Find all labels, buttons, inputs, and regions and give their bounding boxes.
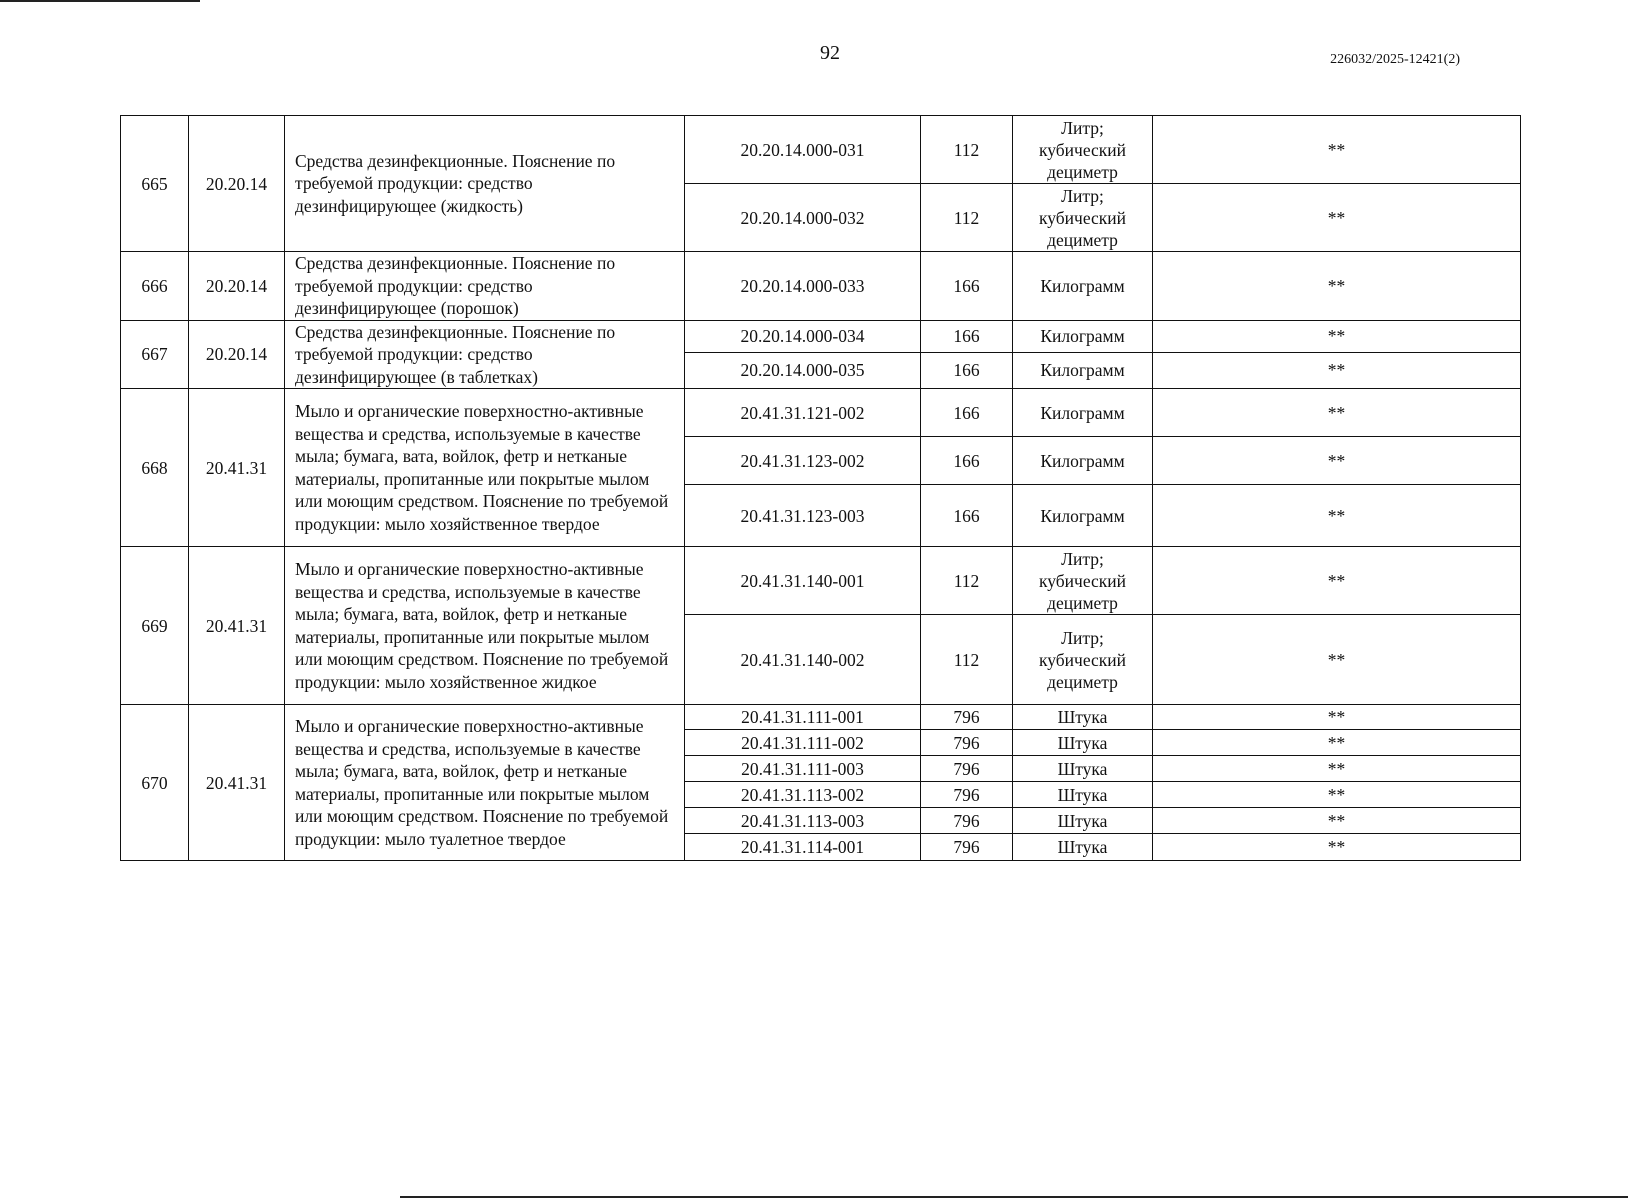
ktru-code: 20.41.31.140-001 [685, 547, 921, 615]
table-row [121, 116, 1521, 184]
unit-line: дециметр [1047, 592, 1118, 613]
row-number: 668 [121, 389, 189, 547]
okei-code: 112 [921, 547, 1013, 615]
okei-code: 166 [921, 352, 1013, 388]
value-cell: ** [1153, 730, 1521, 756]
okei-code: 166 [921, 320, 1013, 352]
ktru-code: 20.20.14.000-031 [685, 116, 921, 184]
ktru-code: 20.20.14.000-033 [685, 252, 921, 321]
unit-line: Килограмм [1040, 326, 1125, 347]
document-id: 226032/2025-12421(2) [1330, 52, 1460, 67]
unit-line: Килограмм [1040, 402, 1125, 423]
unit-line: дециметр [1047, 229, 1118, 250]
product-description: Мыло и органические поверхностно-активные вещества и средства, используемые в качестве мыла; бумага, вата, войлок, фетр и нетканые материалы, пропитанные или покрытые мылом или моющим средством. Пояснение по требуемой продукции: мыло туалетное твердое [285, 705, 685, 861]
ktru-code: 20.41.31.113-003 [685, 808, 921, 834]
unit-line: Штука [1057, 707, 1108, 727]
okpd-code: 20.41.31 [189, 705, 285, 861]
unit-line: Штука [1057, 784, 1108, 805]
unit-name [1013, 615, 1153, 705]
unit-line: Килограмм [1040, 275, 1125, 296]
unit-name [1013, 834, 1153, 861]
unit-line: Литр; [1061, 548, 1104, 569]
value-cell: ** [1153, 485, 1521, 547]
value-cell: ** [1153, 705, 1521, 730]
unit-line: кубический [1038, 207, 1127, 228]
table-row [121, 252, 1521, 321]
unit-line: Литр; [1061, 185, 1104, 206]
unit-name [1013, 389, 1153, 437]
okpd-code: 20.20.14 [189, 252, 285, 321]
product-description: Мыло и органические поверхностно-активные вещества и средства, используемые в качестве мыла; бумага, вата, войлок, фетр и нетканые материалы, пропитанные или покрытые мылом или моющим средством. Пояснение по требуемой продукции: мыло хозяйственное твердое [285, 389, 685, 547]
unit-name [1013, 116, 1153, 184]
product-description: Средства дезинфекционные. Пояснение по требуемой продукции: средство дезинфицирующее (в таблетках) [285, 320, 685, 389]
ktru-code: 20.20.14.000-035 [685, 352, 921, 388]
value-cell: ** [1153, 834, 1521, 861]
okei-code: 166 [921, 437, 1013, 485]
unit-line: Килограмм [1040, 360, 1125, 381]
value-cell: ** [1153, 808, 1521, 834]
unit-name [1013, 756, 1153, 782]
ktru-code: 20.20.14.000-032 [685, 184, 921, 252]
table-row [121, 547, 1521, 615]
ktru-code: 20.41.31.111-002 [685, 730, 921, 756]
unit-line: кубический [1038, 570, 1127, 591]
table-row [121, 705, 1521, 730]
okei-code: 112 [921, 184, 1013, 252]
okpd-code: 20.20.14 [189, 116, 285, 252]
unit-line: дециметр [1047, 161, 1118, 182]
unit-line: кубический [1038, 649, 1127, 670]
table-row [121, 320, 1521, 352]
row-number: 667 [121, 320, 189, 389]
ktru-code: 20.41.31.121-002 [685, 389, 921, 437]
value-cell: ** [1153, 782, 1521, 808]
okei-code: 112 [921, 116, 1013, 184]
row-number: 669 [121, 547, 189, 705]
row-number: 666 [121, 252, 189, 321]
row-number: 665 [121, 116, 189, 252]
unit-name [1013, 437, 1153, 485]
unit-line: Штука [1057, 810, 1108, 831]
ktru-code: 20.41.31.111-003 [685, 756, 921, 782]
unit-line: дециметр [1047, 671, 1118, 692]
value-cell: ** [1153, 547, 1521, 615]
ktru-code: 20.41.31.123-002 [685, 437, 921, 485]
value-cell: ** [1153, 756, 1521, 782]
row-number: 670 [121, 705, 189, 861]
unit-line: Штука [1057, 758, 1108, 779]
unit-name [1013, 705, 1153, 730]
unit-name [1013, 730, 1153, 756]
value-cell: ** [1153, 116, 1521, 184]
product-table [120, 115, 1521, 861]
okei-code: 166 [921, 389, 1013, 437]
unit-line: Литр; [1061, 117, 1104, 138]
okpd-code: 20.41.31 [189, 547, 285, 705]
okei-code: 796 [921, 705, 1013, 730]
value-cell: ** [1153, 184, 1521, 252]
page-number: 92 [820, 42, 840, 64]
scan-edge-bottom [400, 1196, 1628, 1198]
value-cell: ** [1153, 615, 1521, 705]
okei-code: 796 [921, 834, 1013, 861]
product-description: Средства дезинфекционные. Пояснение по требуемой продукции: средство дезинфицирующее (порошок) [285, 252, 685, 321]
unit-line: Килограмм [1040, 505, 1125, 526]
value-cell: ** [1153, 437, 1521, 485]
table-row [121, 389, 1521, 437]
table-body [121, 116, 1521, 861]
ktru-code: 20.41.31.111-001 [685, 705, 921, 730]
okei-code: 796 [921, 730, 1013, 756]
unit-line: Литр; [1061, 627, 1104, 648]
okei-code: 796 [921, 782, 1013, 808]
scan-edge-top [0, 0, 200, 2]
ktru-code: 20.41.31.123-003 [685, 485, 921, 547]
unit-name [1013, 320, 1153, 352]
okei-code: 796 [921, 808, 1013, 834]
unit-line: Штука [1057, 732, 1108, 753]
unit-line: кубический [1038, 139, 1127, 160]
unit-name [1013, 485, 1153, 547]
okei-code: 796 [921, 756, 1013, 782]
unit-name [1013, 782, 1153, 808]
product-description: Средства дезинфекционные. Пояснение по требуемой продукции: средство дезинфицирующее (жидкость) [285, 116, 685, 252]
okei-code: 166 [921, 252, 1013, 321]
unit-line: Штука [1057, 837, 1108, 857]
value-cell: ** [1153, 252, 1521, 321]
unit-name [1013, 352, 1153, 388]
ktru-code: 20.41.31.140-002 [685, 615, 921, 705]
unit-line: Килограмм [1040, 450, 1125, 471]
okei-code: 166 [921, 485, 1013, 547]
unit-name [1013, 808, 1153, 834]
ktru-code: 20.20.14.000-034 [685, 320, 921, 352]
ktru-code: 20.41.31.113-002 [685, 782, 921, 808]
unit-name [1013, 252, 1153, 321]
okpd-code: 20.41.31 [189, 389, 285, 547]
value-cell: ** [1153, 352, 1521, 388]
okei-code: 112 [921, 615, 1013, 705]
okpd-code: 20.20.14 [189, 320, 285, 389]
ktru-code: 20.41.31.114-001 [685, 834, 921, 861]
value-cell: ** [1153, 320, 1521, 352]
product-description: Мыло и органические поверхностно-активные вещества и средства, используемые в качестве мыла; бумага, вата, войлок, фетр и нетканые материалы, пропитанные или покрытые мылом или моющим средством. Пояснение по требуемой продукции: мыло хозяйственное жидкое [285, 547, 685, 705]
unit-name [1013, 184, 1153, 252]
value-cell: ** [1153, 389, 1521, 437]
unit-name [1013, 547, 1153, 615]
